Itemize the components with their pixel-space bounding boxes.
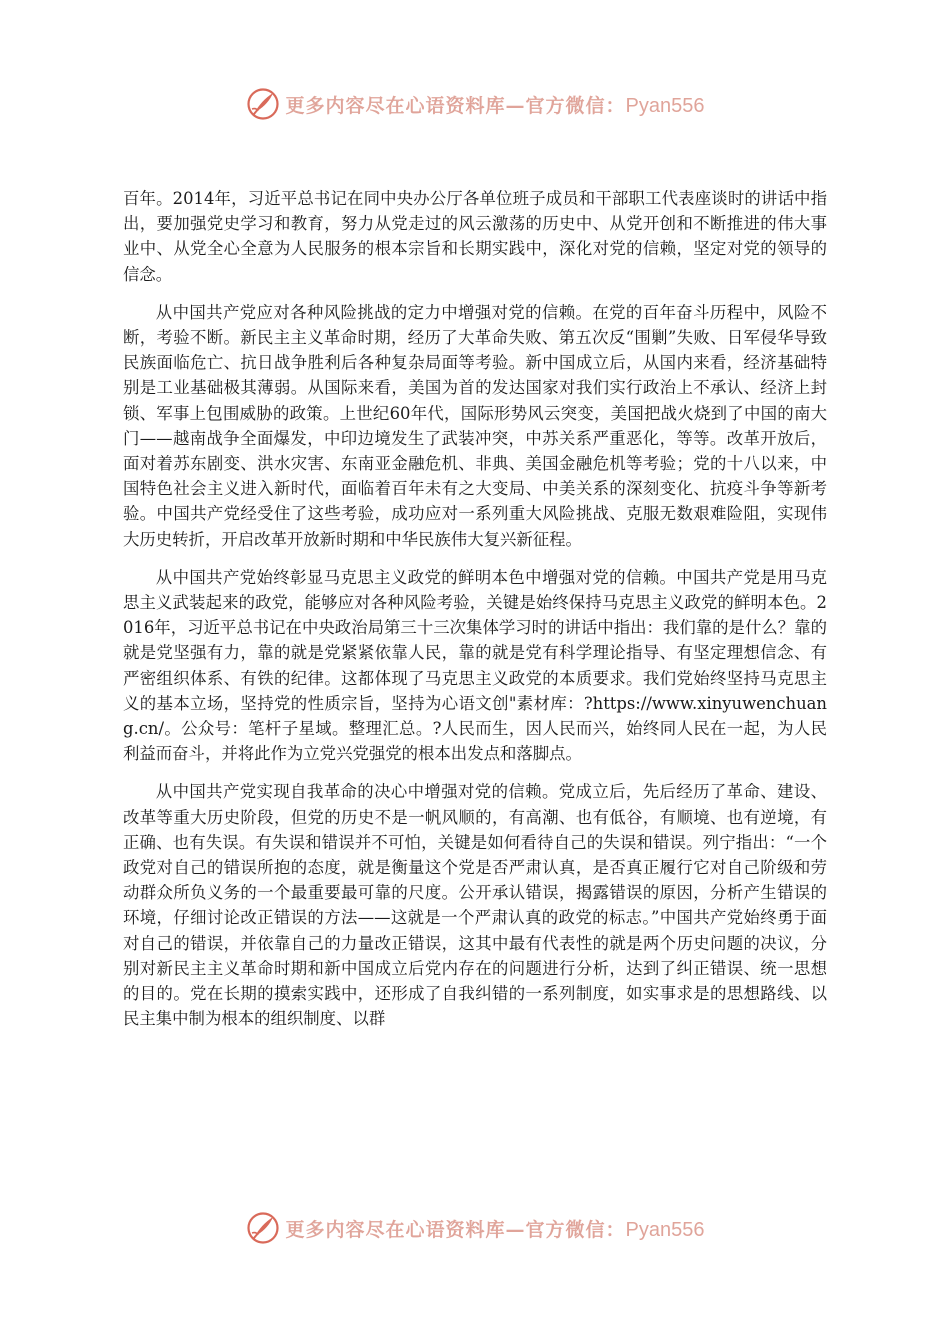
header-banner bbox=[0, 84, 950, 124]
quill-logo-icon bbox=[246, 1211, 280, 1245]
quill-logo-icon bbox=[246, 87, 280, 121]
footer-wechat-id: Pyan556 bbox=[625, 1218, 705, 1241]
paragraph-2: 从中国共产党应对各种风险挑战的定力中增强对党的信赖。在党的百年奋斗历程中，风险不断，考验不断。新民主主义革命时期，经历了大革命失败、第五次反“围剿”失败、日军侵华导致民族面临危亡、抗日战争胜利后各种复杂局面等考验。新中国成立后，从国内来看，经济基础特别是工业基础极其薄弱。从国际来看，美国为首的发达国家对我们实行政治上不承认、经济上封锁、军事上包围威胁的政策。上世纪60年代，国际形势风云突变，美国把战火烧到了中国的南大门——越南战争全面爆发，中印边境发生了武装冲突，中苏关系严重恶化，等等。改革开放后，面对着苏东剧变、洪水灾害、东南亚金融危机、非典、美国金融危机等考验；党的十八以来，中国特色社会主义进入新时代，面临着百年未有之大变局、中美关系的深刻变化、抗疫斗争等新考验。中国共产党经受住了这些考验，成功应对一系列重大风险挑战、克服无数艰难险阻，实现伟大历史转折，开启改革开放新时期和中华民族伟大复兴新征程。 bbox=[123, 302, 827, 549]
paragraph-1: 百年。2014年，习近平总书记在同中央办公厅各单位班子成员和干部职工代表座谈时的讲话中指出，要加强党史学习和教育，努力从党走过的风云激荡的历史中、从党开创和不断推进的伟大事业中、从党全心全意为人民服务的根本宗旨和长期实践中，深化对党的信赖，坚定对党的领导的信念。 bbox=[123, 189, 827, 284]
header-wechat-id: Pyan556 bbox=[625, 94, 705, 117]
header-text: 更多内容尽在心语资料库—官方微信：Pyan556 bbox=[285, 94, 705, 117]
footer-text: 更多内容尽在心语资料库—官方微信：Pyan556 bbox=[285, 1218, 705, 1241]
footer-banner bbox=[0, 1208, 950, 1248]
paragraph-3: 从中国共产党始终彰显马克思主义政党的鲜明本色中增强对党的信赖。中国共产党是用马克思主义武装起来的政党，能够应对各种风险考验，关键是始终保持马克思主义政党的鲜明本色。2016年，习近平总书记在中央政治局第三十三次集体学习时的讲话中指出：我们靠的是什么？靠的就是党坚强有力，靠的就是党紧紧依靠人民，靠的就是党有科学理论指导、有坚定理想信念、有严密组织体系、有铁的纪律。这都体现了马克思主义政党的本质要求。我们党始终坚持马克思主义的基本立场，坚持党的性质宗旨，坚持为心语文创"素材库：?https://www.xinyuwenchuang.cn/。公众号：笔杆子星域。整理汇总。?人民而生，因人民而兴，始终同人民在一起，为人民利益而奋斗，并将此作为立党兴党强党的根本出发点和落脚点。 bbox=[123, 567, 827, 764]
paragraph-4: 从中国共产党实现自我革命的决心中增强对党的信赖。党成立后，先后经历了革命、建设、改革等重大历史阶段，但党的历史不是一帆风顺的，有高潮、也有低谷，有顺境、也有逆境，有正确、也有失误。有失误和错误并不可怕，关键是如何看待自己的失误和错误。列宁指出：“一个政党对自己的错误所抱的态度，就是衡量这个党是否严肃认真，是否真正履行它对自己阶级和劳动群众所负义务的一个最重要最可靠的尺度。公开承认错误，揭露错误的原因，分析产生错误的环境，仔细讨论改正错误的方法——这就是一个严肃认真的政党的标志。”中国共产党始终勇于面对自己的错误，并依靠自己的力量改正错误，这其中最有代表性的就是两个历史问题的决议，分别对新民主主义革命时期和新中国成立后党内存在的问题进行分析，达到了纠正错误、统一思想的目的。党在长期的摸索实践中，还形成了自我纠错的一系列制度，如实事求是的思想路线、以民主集中制为根本的组织制度、以群 bbox=[123, 782, 827, 1029]
document-body bbox=[123, 186, 827, 1045]
